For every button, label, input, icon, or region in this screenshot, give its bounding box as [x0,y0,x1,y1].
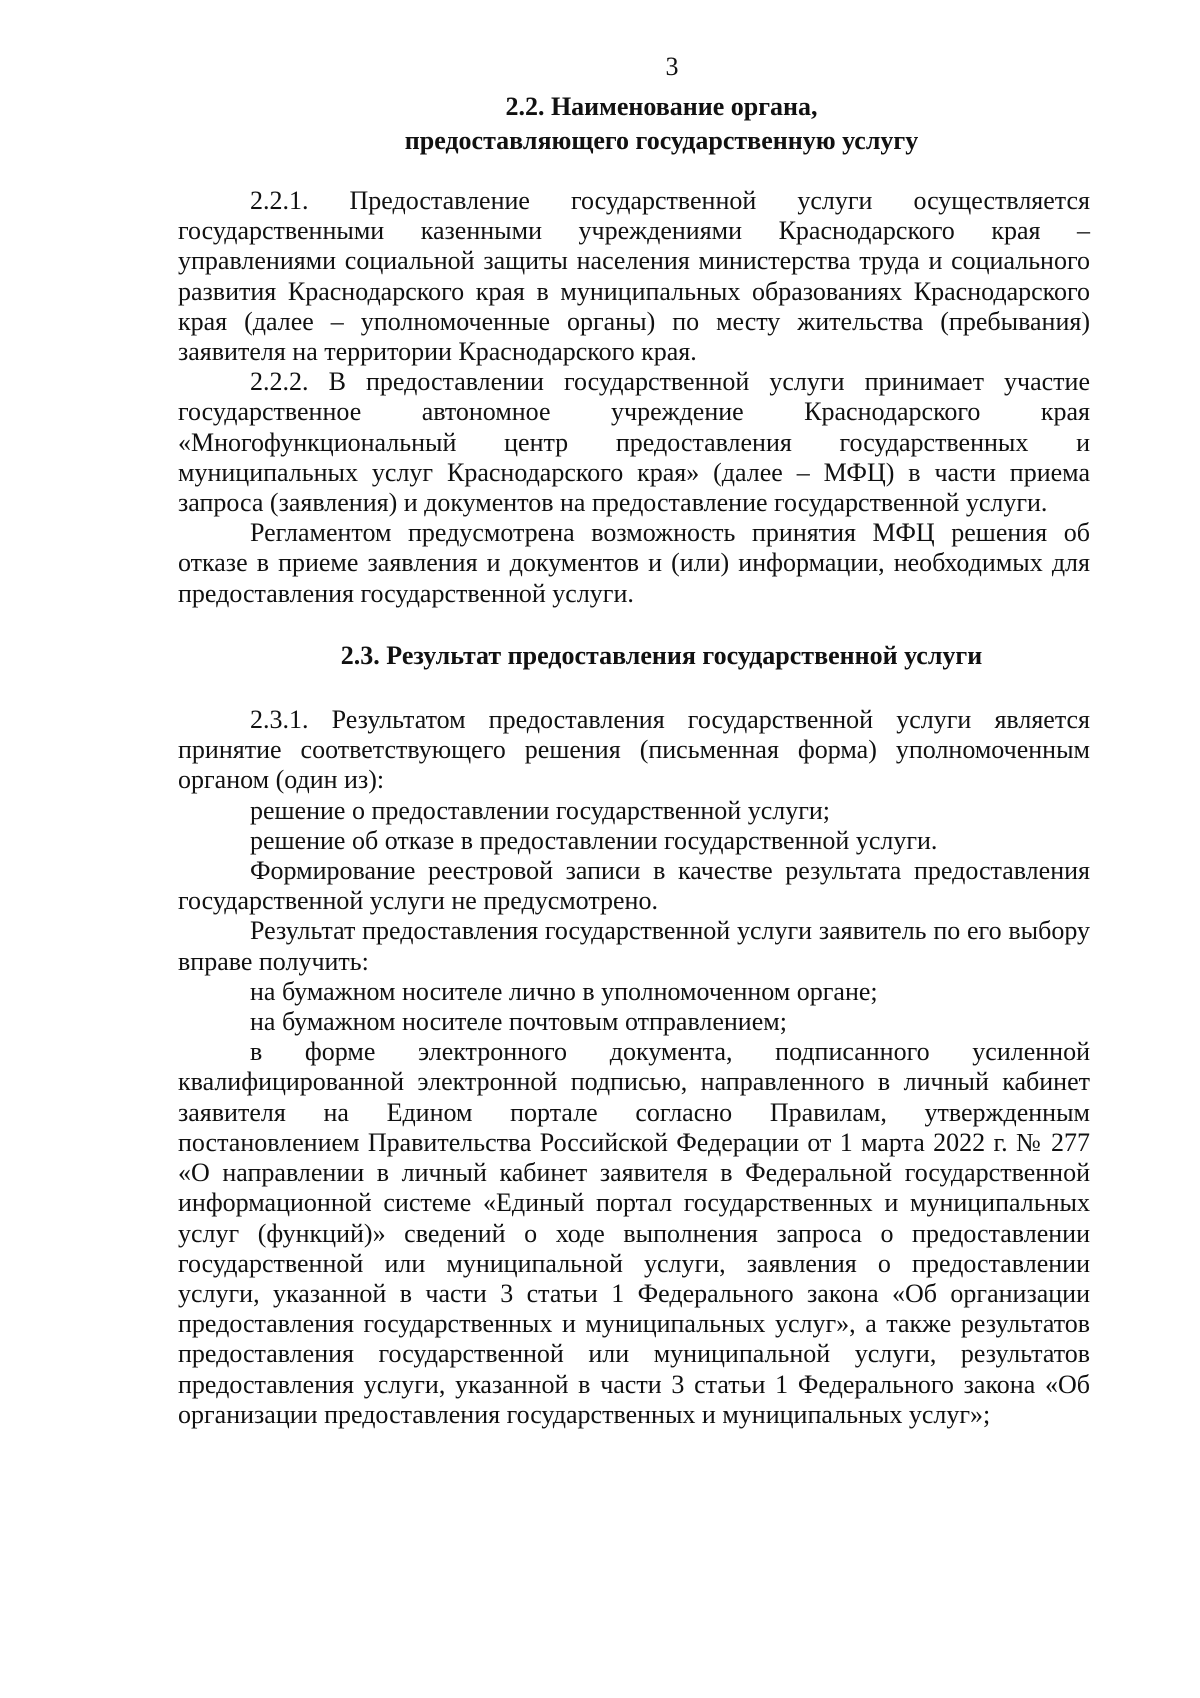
paragraph-registry-record: Формирование реестровой записи в качестве результата предоставления государственной услуги не предусмотрено. [178,856,1090,916]
list-item-electronic-document: в форме электронного документа, подписанного усиленной квалифицированной электронной подписью, направленного в личный кабинет заявителя на Едином портале согласно Правилам, утвержденным постановлением Правительства Российской Федерации от 1 марта 2022 г. № 277 «О направлении в личный кабинет заявителя в Федеральной государственной информационной системе «Единый портал государственных и муниципальных услуг (функций)» сведений о ходе выполнения запроса о предоставлении государственной или муниципальной услуги, заявления о предоставлении услуги, указанной в части 3 статьи 1 Федерального закона «Об организации предоставления государственных и муниципальных услуг», а также результатов предоставления государственной или муниципальной услуги, результатов предоставления услуги, указанной в части 3 статьи 1 Федерального закона «Об организации предоставления государственных и муниципальных услуг»; [178,1037,1090,1429]
paragraph-2-2-1: 2.2.1. Предоставление государственной услуги осуществляется государственными казенными учреждениями Краснодарского края – управлениями социальной защиты населения министерства труда и социального развития Краснодарского края в муниципальных образованиях Краснодарского края (далее – уполномоченные органы) по месту жительства (пребывания) заявителя на территории Краснодарского края. [178,186,1090,367]
document-body [178,90,1090,1430]
section-2-2-heading-line2: предоставляющего государственную услугу [404,126,919,155]
page-number: 3 [665,52,679,81]
list-item-paper-in-person: на бумажном носителе лично в уполномоченном органе; [250,976,878,1006]
list-item-decision-refusal: решение об отказе в предоставлении государственной услуги. [250,825,938,855]
list-item-decision-grant: решение о предоставлении государственной услуги; [250,795,831,825]
list-item-paper-by-mail: на бумажном носителе почтовым отправлением; [250,1007,787,1037]
section-2-3-heading: 2.3. Результат предоставления государственной услуги [340,640,983,670]
section-2-2-heading [178,90,1090,158]
paragraph-result-choice: Результат предоставления государственной услуги заявитель по его выбору вправе получить: [178,916,1090,976]
paragraph-mfc-refusal: Регламентом предусмотрена возможность принятия МФЦ решения об отказе в приеме заявления и документов и (или) информации, необходимых для предоставления государственной услуги. [178,518,1090,608]
paragraph-2-3-1: 2.3.1. Результатом предоставления государственной услуги является принятие соответствующего решения (письменная форма) уполномоченным органом (один из): [178,705,1090,795]
section-2-2-heading-line1: 2.2. Наименование органа, [505,92,818,121]
paragraph-2-2-2: 2.2.2. В предоставлении государственной услуги принимает участие государственное автономное учреждение Краснодарского края «Многофункциональный центр предоставления государственных и муниципальных услуг Краснодарского края» (далее – МФЦ) в части приема запроса (заявления) и документов на предоставление государственной услуги. [178,367,1090,518]
